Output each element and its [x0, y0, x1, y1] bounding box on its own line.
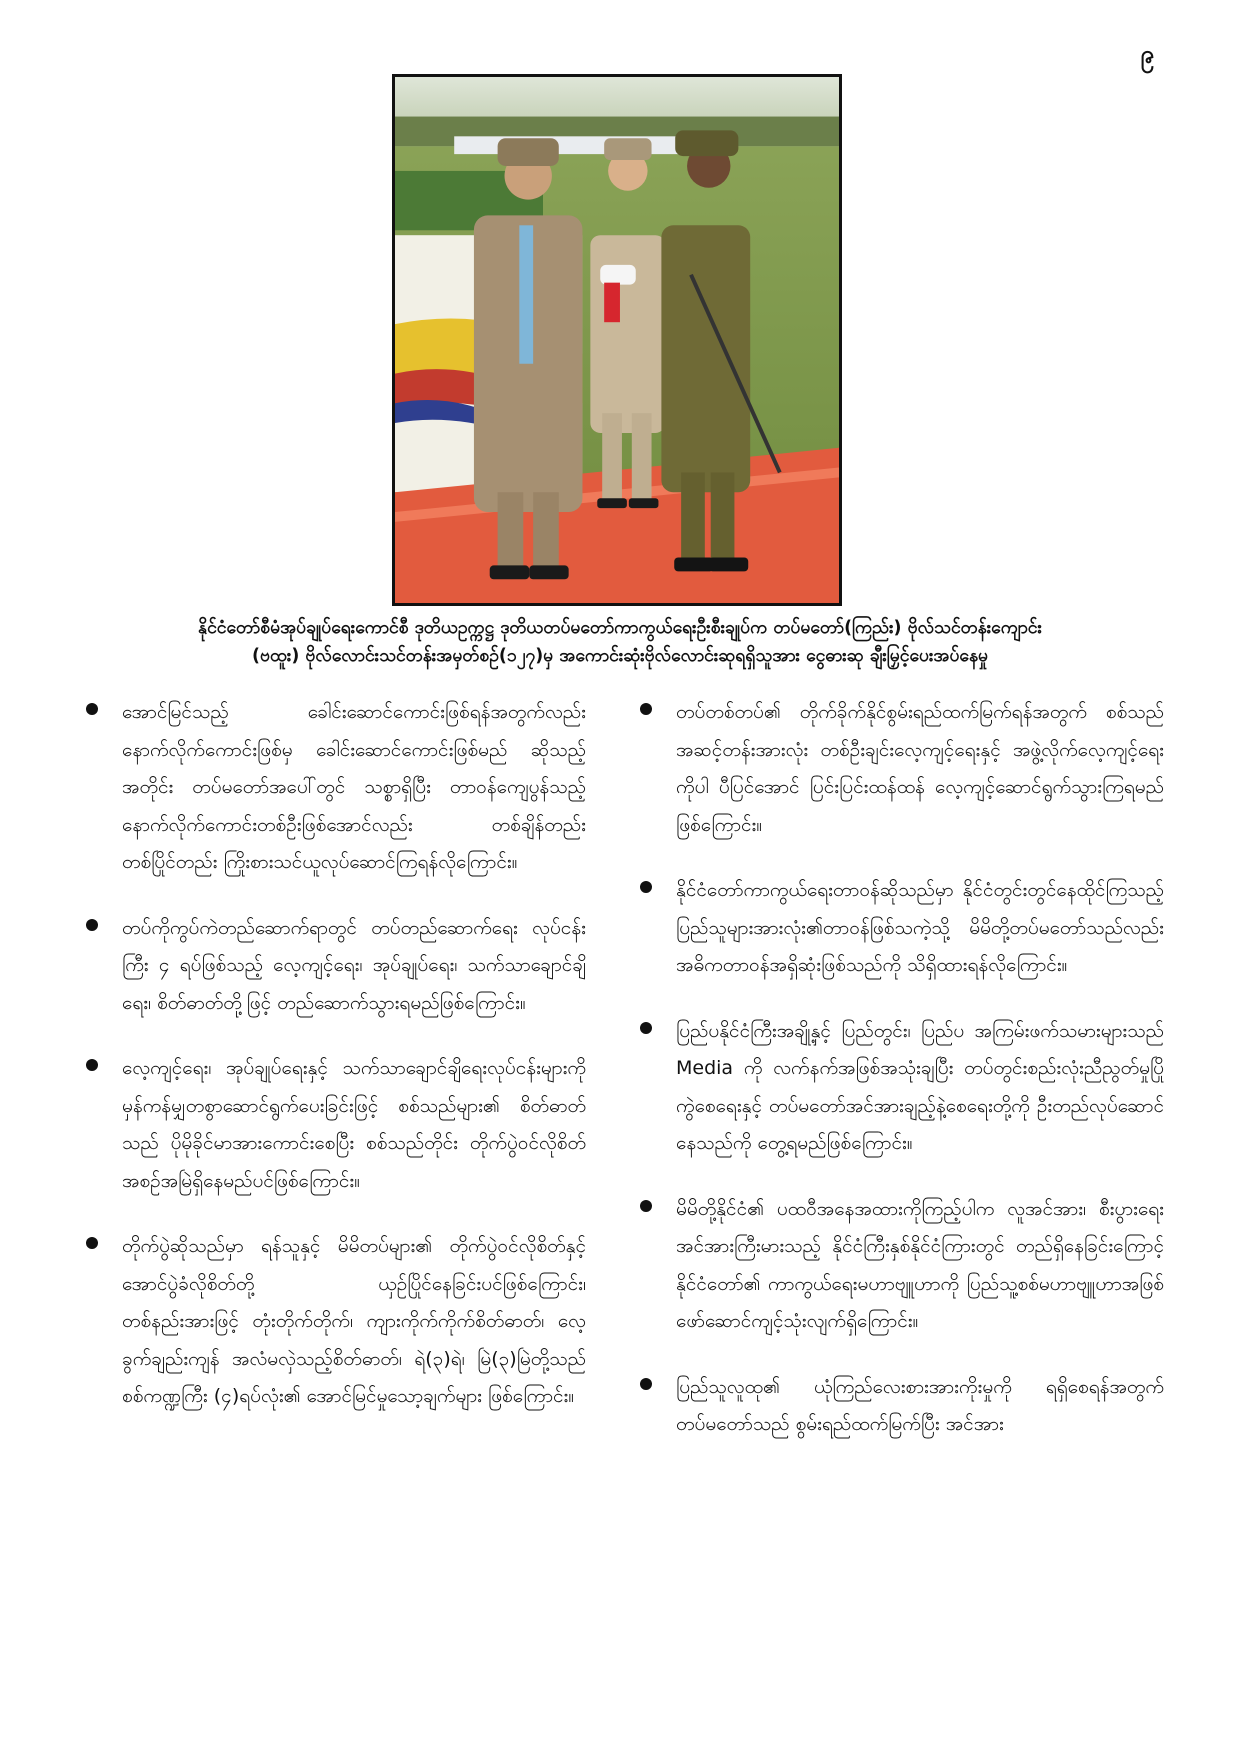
caption-line: နိုင်ငံတော်စီမံအုပ်ချုပ်ရေးကောင်စီ ဒုတိယဥက္ကဋ္ဌ ဒုတိယတပ်မတော်ကာကွယ်ရေးဦးစီးချုပ်က တပ်မတော်(ကြည်း) ဗိုလ်သင်တန်းကျောင်း: [198, 618, 1042, 638]
caption-line: (ဗထူး) ဗိုလ်လောင်းသင်တန်းအမှတ်စဉ်(၁၂၇)မှ အကောင်းဆုံးဗိုလ်လောင်းဆုရရှိသူအား ငွေဓားဆု ချီးမြှင့်ပေးအပ်နေမှု: [251, 646, 988, 666]
list-item: [640, 1191, 1164, 1341]
list-item: [86, 1228, 586, 1416]
right-column: [640, 694, 1164, 1472]
bullet-text: မိမိတို့နိုင်ငံ၏ ပထဝီအနေအထားကိုကြည့်ပါက လူအင်အား၊ စီးပွားရေးအင်အားကြီးမားသည့် နိုင်ငံကြီးနှစ်နိုင်ငံကြားတွင် တည်ရှိနေခြင်းကြောင့် နိုင်ငံတော်၏ ကာကွယ်ရေးမဟာဗျူဟာကို ပြည်သူ့စစ်မဟာဗျူဟာအဖြစ် ဖော်ဆောင်ကျင့်သုံးလျက်ရှိကြောင်း။: [676, 1197, 1164, 1332]
left-column: [86, 694, 586, 1444]
list-item: [640, 872, 1164, 985]
bullet-text: တိုက်ပွဲဆိုသည်မှာ ရန်သူနှင့် မိမိတပ်များ၏ တိုက်ပွဲဝင်လိုစိတ်နှင့် အောင်ပွဲခံလိုစိတ်တို့ ယှဉ်ပြိုင်နေခြင်းပင်ဖြစ်ကြောင်း၊ တစ်နည်းအားဖြင့် တုံးတိုက်တိုက်၊ ကျားကိုက်ကိုက်စိတ်ဓာတ်၊ လေ့ခွက်ချည်းကျန် အလံမလှဲသည့်စိတ်ဓာတ်၊ ရဲ(၃)ရဲ၊ မြဲ(၃)မြဲတို့သည် စစ်ကဏ္ဍကြီး (၄)ရပ်လုံး၏ အောင်မြင်မှုသော့ချက်များ ဖြစ်ကြောင်း။: [122, 1235, 586, 1407]
list-item: [86, 910, 586, 1023]
list-item: [640, 1013, 1164, 1163]
page-number: ၉: [1140, 40, 1154, 68]
bullet-text: လေ့ကျင့်ရေး၊ အုပ်ချုပ်ရေးနှင့် သက်သာချောင်ချိရေးလုပ်ငန်းများကို မှန်ကန်မျှတစွာဆောင်ရွက်ပေးခြင်းဖြင့် စစ်သည်များ၏ စိတ်ဓာတ်သည် ပိုမိုခိုင်မာအားကောင်းစေပြီး စစ်သည်တိုင်း တိုက်ပွဲဝင်လိုစိတ် အစဉ်အမြဲရှိနေမည်ပင်ဖြစ်ကြောင်း။: [122, 1057, 586, 1192]
bullet-icon: [86, 919, 98, 931]
bullet-icon: [640, 1200, 652, 1212]
list-item: [86, 1050, 586, 1200]
bullet-text: ပြည်ပနိုင်ငံကြီးအချို့နှင့် ပြည်တွင်း၊ ပြည်ပ အကြမ်းဖက်သမားများသည် Media ကို လက်နက်အဖြစ်အသုံးချပြီး တပ်တွင်းစည်းလုံးညီညွတ်မှုပြိုကွဲစေရေးနှင့် တပ်မတော်အင်အားချည့်နဲ့စေရေးတို့ကို ဦးတည်လုပ်ဆောင်နေသည်ကို တွေ့ရမည်ဖြစ်ကြောင်း။: [676, 1019, 1164, 1154]
list-item: [86, 694, 586, 882]
bullet-icon: [640, 703, 652, 715]
list-item: [640, 1369, 1164, 1444]
award-ceremony-photo: [392, 74, 842, 606]
bullet-text: နိုင်ငံတော်ကာကွယ်ရေးတာဝန်ဆိုသည်မှာ နိုင်ငံတွင်းတွင်နေထိုင်ကြသည့် ပြည်သူများအားလုံး၏တာဝန်ဖြစ်သကဲ့သို့ မိမိတို့တပ်မတော်သည်လည်း အဓိကတာဝန်အရှိဆုံးဖြစ်သည်ကို သိရှိထားရန်လိုကြောင်း။: [676, 879, 1164, 976]
bullet-icon: [640, 1378, 652, 1390]
bullet-icon: [86, 1059, 98, 1071]
photo-caption: [70, 614, 1170, 670]
bullet-text: အောင်မြင်သည့် ခေါင်းဆောင်ကောင်းဖြစ်ရန်အတွက်လည်း နောက်လိုက်ကောင်းဖြစ်မှ ခေါင်းဆောင်ကောင်းဖြစ်မည် ဆိုသည့်အတိုင်း တပ်မတော်အပေါ်တွင် သစ္စာရှိပြီး တာဝန်ကျေပွန်သည့် နောက်လိုက်ကောင်းတစ်ဦးဖြစ်အောင်လည်း တစ်ချိန်တည်းတစ်ပြိုင်တည်း ကြိုးစားသင်ယူလုပ်ဆောင်ကြရန်လိုကြောင်း။: [122, 701, 586, 873]
bullet-icon: [640, 881, 652, 893]
bullet-text: ပြည်သူလူထု၏ ယုံကြည်လေးစားအားကိုးမှုကို ရရှိစေရန်အတွက် တပ်မတော်သည် စွမ်းရည်ထက်မြက်ပြီး အင်အား: [676, 1375, 1164, 1435]
bullet-icon: [86, 703, 98, 715]
bullet-icon: [640, 1022, 652, 1034]
bullet-icon: [86, 1237, 98, 1249]
bullet-text: တပ်ကိုကွပ်ကဲတည်ဆောက်ရာတွင် တပ်တည်ဆောက်ရေး လုပ်ငန်းကြီး ၄ ရပ်ဖြစ်သည့် လေ့ကျင့်ရေး၊ အုပ်ချုပ်ရေး၊ သက်သာချောင်ချိရေး၊ စိတ်ဓာတ်တို့ဖြင့် တည်ဆောက်သွားရမည်ဖြစ်ကြောင်း။: [122, 916, 586, 1014]
bullet-text: တပ်တစ်တပ်၏ တိုက်ခိုက်နိုင်စွမ်းရည်ထက်မြက်ရန်အတွက် စစ်သည်အဆင့်တန်းအားလုံး တစ်ဦးချင်းလေ့ကျင့်ရေးနှင့် အဖွဲ့လိုက်လေ့ကျင့်ရေးကိုပါ ပီပြင်အောင် ပြင်းပြင်းထန်ထန် လေ့ကျင့်ဆောင်ရွက်သွားကြရမည်ဖြစ်ကြောင်း။: [676, 701, 1164, 836]
list-item: [640, 694, 1164, 844]
